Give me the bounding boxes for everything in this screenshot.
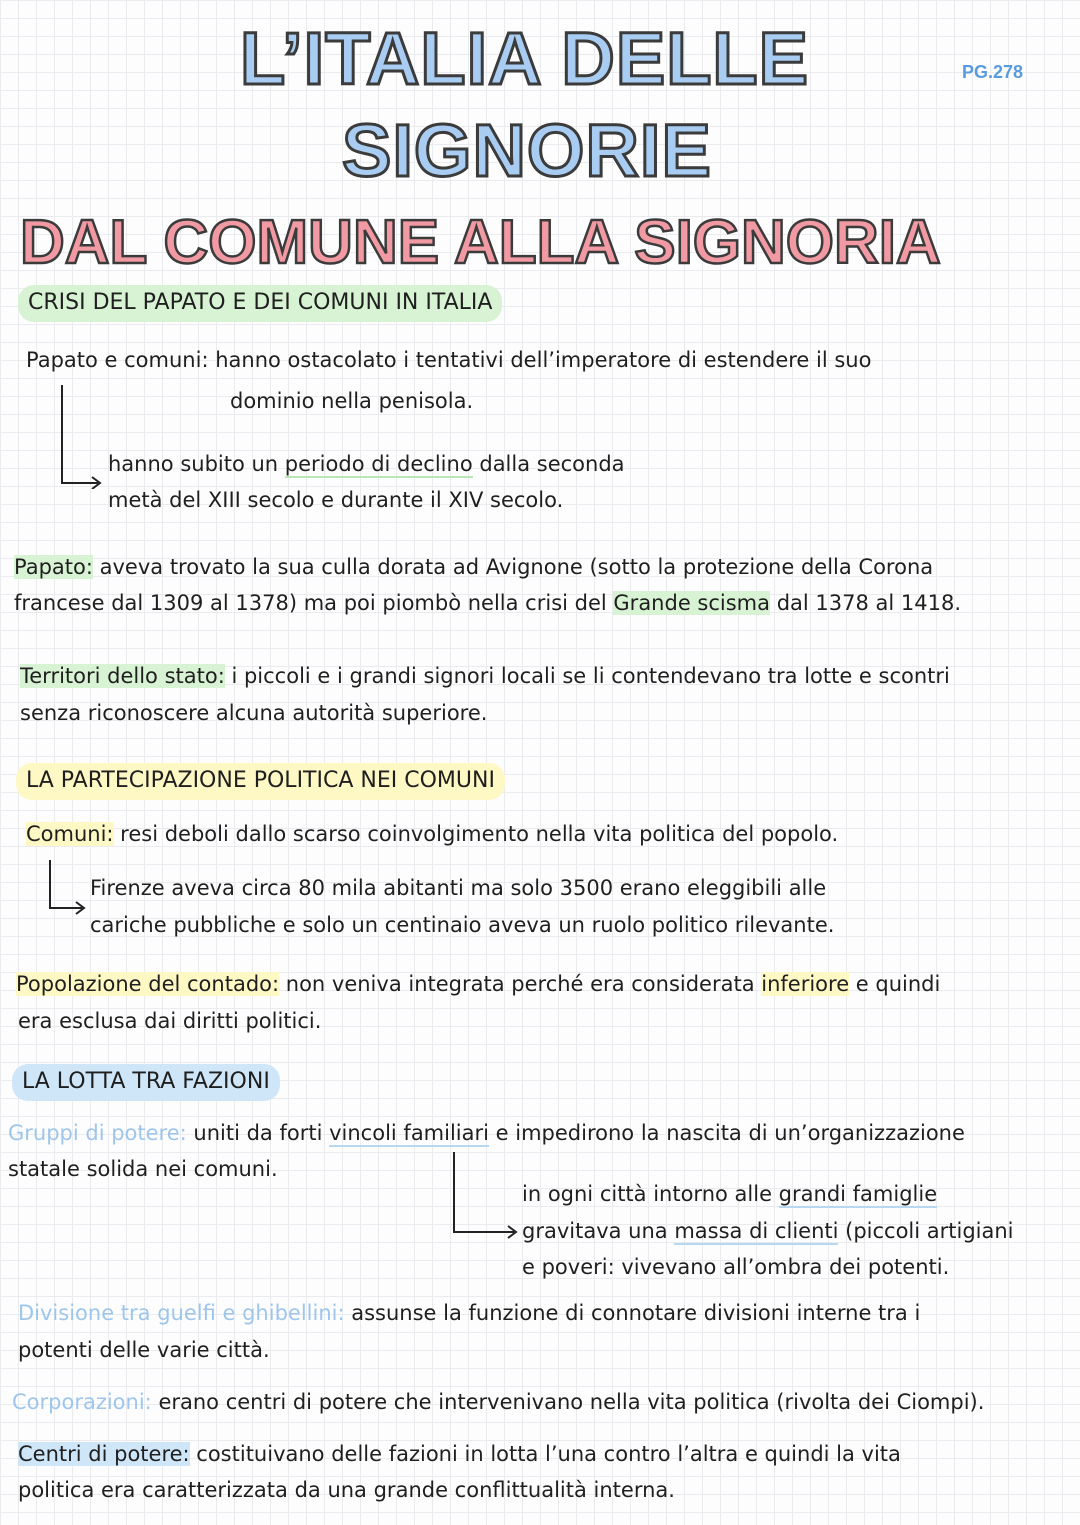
term-label: Popolazione del contado: [16,972,280,996]
sub-note-famiglie: in ogni città intorno alle grandi famiglie [522,1182,938,1206]
bracket-arrow-icon [56,383,106,489]
subtitle: DAL COMUNE ALLA SIGNORIA [20,208,941,277]
paragraph-comuni: Comuni: resi deboli dallo scarso coinvolgimento nella vita politica del popolo. [26,822,839,846]
term-label: Gruppi di potere: [8,1121,187,1145]
title-line-2: SIGNORIE [342,109,712,192]
term-label: Corporazioni: [12,1390,152,1414]
sub-note-firenze: Firenze aveva circa 80 mila abitanti ma solo 3500 erano eleggibili alle [90,876,827,900]
paragraph-papato-comuni-cont: dominio nella penisola. [230,389,474,413]
term-label: Papato: [14,555,93,579]
paragraph-centri: Centri di potere: costituivano delle fazioni in lotta l’una contro l’altra e quindi la vita [18,1442,901,1466]
sub-note-declino-cont: metà del XIII secolo e durante il XIV secolo. [108,488,564,512]
term-label: Territori dello stato: [20,664,225,688]
paragraph-papato-comuni: Papato e comuni: hanno ostacolato i tentativi dell’imperatore di estendere il suo [26,348,872,372]
paragraph-corporazioni: Corporazioni: erano centri di potere che intervenivano nella vita politica (rivolta dei Ciompi). [12,1390,985,1414]
term-label: Comuni: [26,822,114,846]
paragraph-territori: Territori dello stato: i piccoli e i grandi signori locali se li contendevano tra lotte e scontri [20,664,950,688]
paragraph-popolazione: Popolazione del contado: non veniva integrata perché era considerata inferiore e quindi [16,972,941,996]
paragraph-guelfi-cont: potenti delle varie città. [18,1338,270,1362]
sub-note-firenze-cont: cariche pubbliche e solo un centinaio aveva un ruolo politico rilevante. [90,913,835,937]
sub-note-poveri: e poveri: vivevano all’ombra dei potenti. [522,1255,950,1279]
section-heading-crisi: CRISI DEL PAPATO E DEI COMUNI IN ITALIA [18,285,502,322]
term-label: Centri di potere: [18,1442,190,1466]
sub-note-clienti: gravitava una massa di clienti (piccoli artigiani [522,1219,1014,1243]
term-label: Divisione tra guelfi e ghibellini: [18,1301,345,1325]
paragraph-popolazione-cont: era esclusa dai diritti politici. [18,1009,322,1033]
paragraph-guelfi: Divisione tra guelfi e ghibellini: assunse la funzione di connotare divisioni interne tra i [18,1301,921,1325]
paragraph-papato: Papato: aveva trovato la sua culla dorata ad Avignone (sotto la protezione della Corona [14,555,934,579]
title-line-1: L’ITALIA DELLE [240,17,809,100]
paragraph-gruppi: Gruppi di potere: uniti da forti vincoli familiari e impedirono la nascita di un’organizzazione [8,1121,965,1145]
term-label: Papato e comuni: [26,348,209,372]
page-number: PG.278 [962,62,1024,82]
sub-note-declino: hanno subito un periodo di declino dalla seconda [108,452,625,476]
paragraph-gruppi-cont: statale solida nei comuni. [8,1157,278,1181]
paragraph-centri-cont: politica era caratterizzata da una grande conflittualità interna. [18,1478,675,1502]
bracket-arrow-icon [44,858,88,916]
bracket-arrow-icon [448,1150,520,1240]
section-heading-lotta: LA LOTTA TRA FAZIONI [12,1064,280,1101]
paragraph-territori-cont: senza riconoscere alcuna autorità superiore. [20,701,488,725]
paragraph-papato-cont: francese dal 1309 al 1378) ma poi piombò nella crisi del Grande scisma dal 1378 al 1418. [14,591,962,615]
section-heading-partecipazione: LA PARTECIPAZIONE POLITICA NEI COMUNI [16,763,505,800]
